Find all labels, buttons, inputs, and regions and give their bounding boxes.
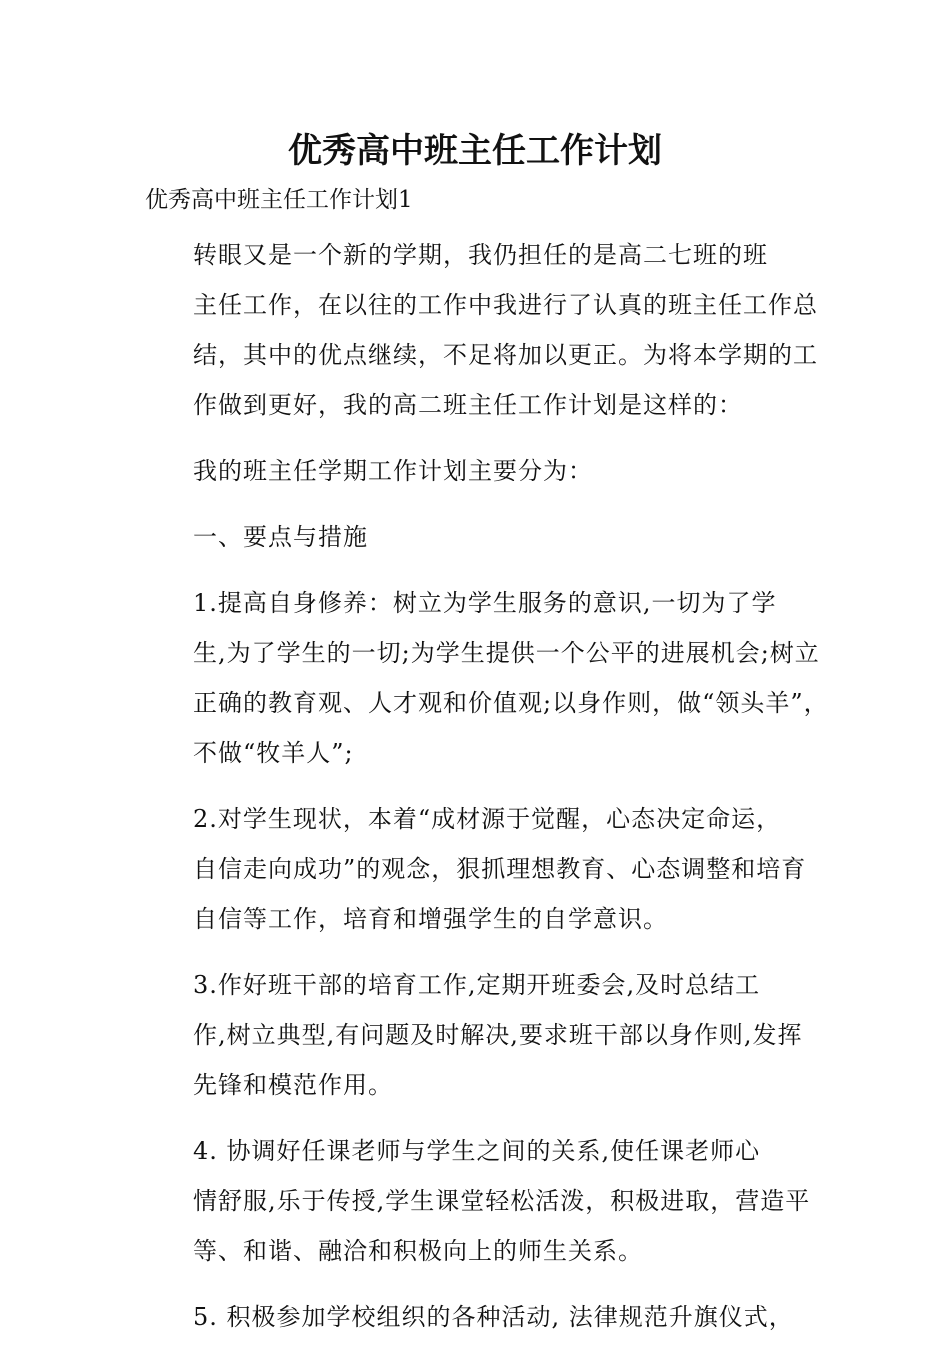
- paragraph-line: 主任工作，在以往的工作中我进行了认真的班主任工作总: [193, 291, 818, 319]
- paragraph-line: 情舒服,乐于传授,学生课堂轻松活泼，积极进取，营造平: [193, 1187, 811, 1215]
- paragraph-line: 转眼又是一个新的学期，我仍担任的是高二七班的班: [193, 241, 768, 269]
- paragraph-line: 3.作好班干部的培育工作,定期开班委会,及时总结工: [193, 971, 761, 999]
- paragraph-line: 自信走向成功”的观念，狠抓理想教育、心态调整和培育: [193, 855, 807, 883]
- paragraph-line: 作做到更好，我的高二班主任工作计划是这样的：: [193, 391, 743, 419]
- section-heading-key-points: [145, 512, 815, 562]
- paragraph-item-2: [145, 794, 815, 944]
- paragraph-line: 生,为了学生的一切;为学生提供一个公平的进展机会;树立: [193, 639, 820, 667]
- paragraph-line: 先锋和模范作用。: [193, 1071, 393, 1099]
- paragraph-line: 4. 协调好任课老师与学生之间的关系,使任课老师心: [193, 1137, 761, 1165]
- paragraph-line: 2.对学生现状，本着“成材源于觉醒，心态决定命运，: [193, 805, 782, 833]
- paragraph-line: 不做“牧羊人”;: [193, 739, 354, 767]
- paragraph-item-5: [145, 1292, 815, 1342]
- paragraph-line: 等、和谐、融洽和积极向上的师生关系。: [193, 1237, 643, 1265]
- paragraph-plan-division: [145, 446, 815, 496]
- paragraph-line: 5. 积极参加学校组织的各种活动, 法律规范升旗仪式，: [193, 1303, 794, 1331]
- paragraph-item-3: [145, 960, 815, 1110]
- document-subtitle: 优秀高中班主任工作计划1: [145, 187, 413, 213]
- paragraph-intro: [145, 230, 818, 430]
- paragraph-line: 自信等工作，培育和增强学生的自学意识。: [193, 905, 668, 933]
- document-body: [145, 230, 829, 1358]
- paragraph-line: 1.提高自身修养：树立为学生服务的意识,一切为了学: [193, 589, 777, 617]
- section-heading-line: 一、要点与措施: [193, 523, 368, 551]
- paragraph-item-4: [145, 1126, 815, 1276]
- paragraph-line: 正确的教育观、人才观和价值观;以身作则，做“领头羊”，: [193, 689, 829, 717]
- paragraph-line: 作,树立典型,有问题及时解决,要求班干部以身作则,发挥: [193, 1021, 803, 1049]
- document-title: 优秀高中班主任工作计划: [288, 131, 662, 171]
- paragraph-line: 结，其中的优点继续，不足将加以更正。为将本学期的工: [193, 341, 818, 369]
- paragraph-line: 我的班主任学期工作计划主要分为：: [193, 457, 593, 485]
- paragraph-item-1: [145, 578, 829, 778]
